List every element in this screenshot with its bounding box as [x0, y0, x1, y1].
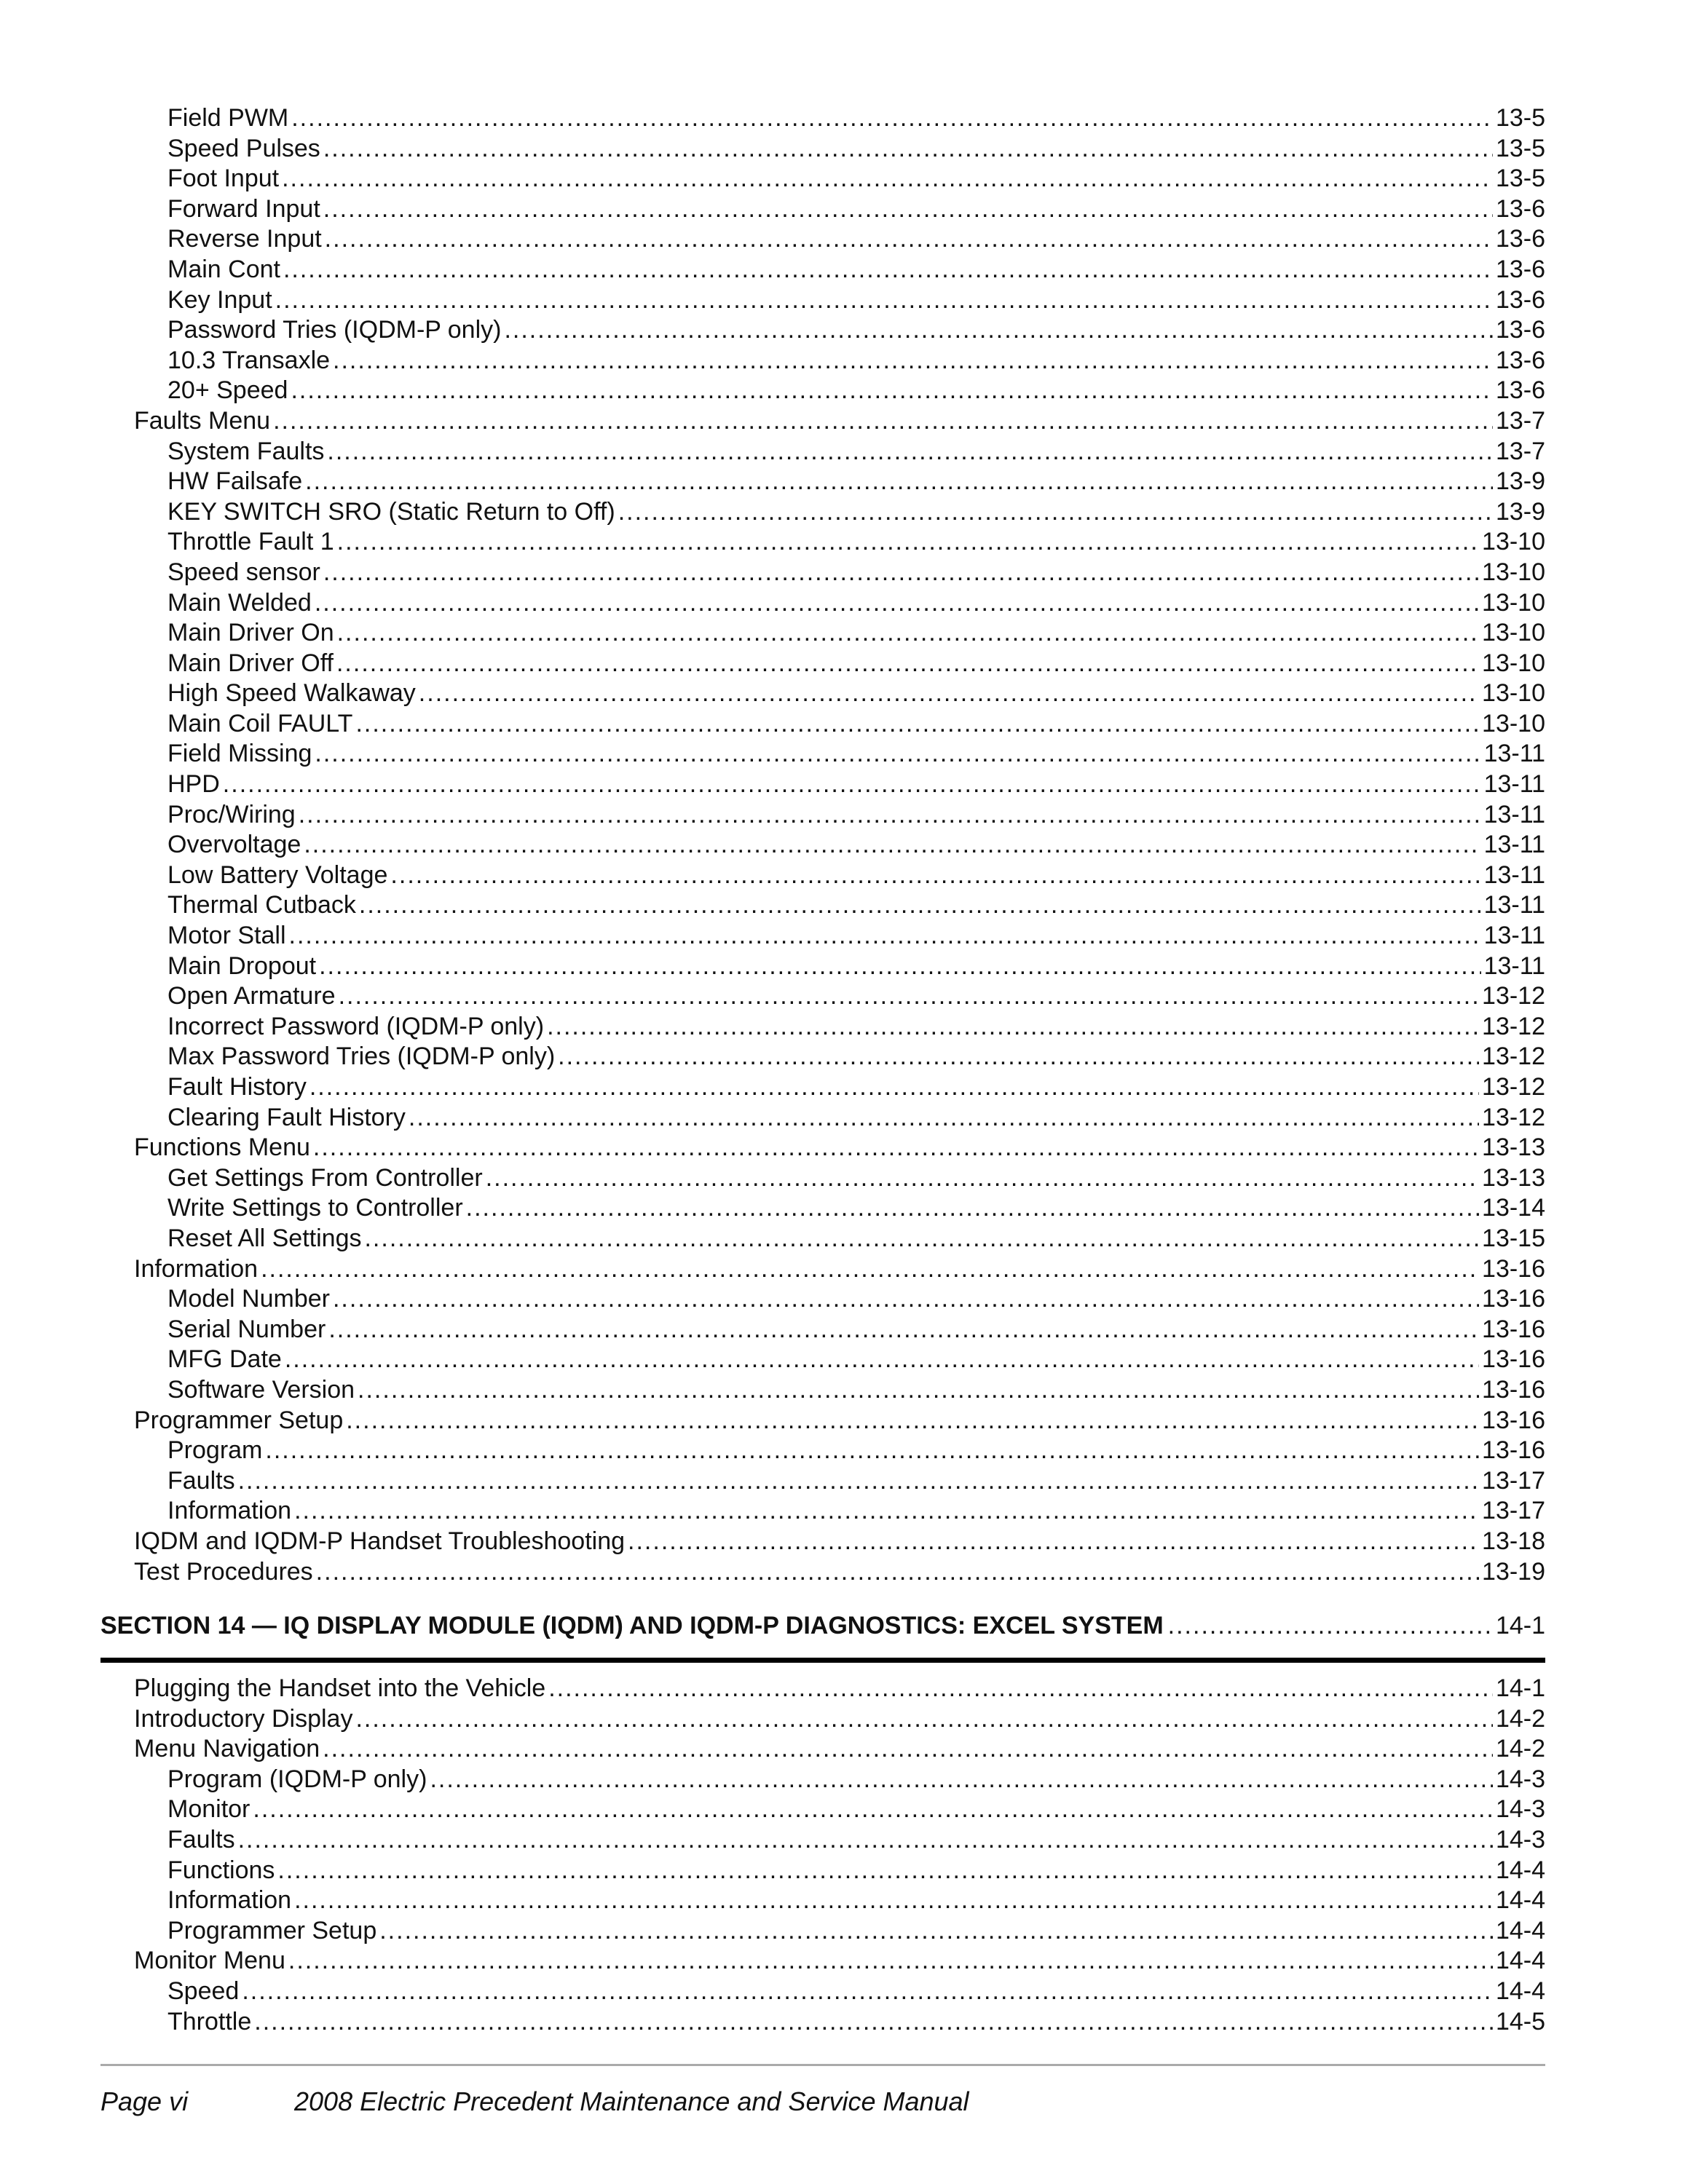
toc-entry[interactable]: [100, 981, 1545, 1012]
toc-entry-page: 13-12: [1482, 1073, 1545, 1101]
dot-leader: [283, 255, 1493, 285]
toc-entry[interactable]: [100, 134, 1545, 165]
toc-entry-page: 13-17: [1482, 1466, 1545, 1495]
dot-leader: [430, 1765, 1493, 1795]
toc-entry-page: 13-10: [1482, 709, 1545, 737]
toc-entry[interactable]: [100, 769, 1545, 800]
toc-entry[interactable]: [100, 527, 1545, 558]
toc-entry-page: 14-4: [1495, 1856, 1545, 1884]
toc-entry-title: Motor Stall: [167, 922, 286, 950]
toc-entry-title: Main Cont: [167, 255, 280, 283]
toc-entry-title: IQDM and IQDM-P Handset Troubleshooting: [134, 1527, 626, 1555]
toc-entry-title: Field Missing: [167, 740, 312, 768]
toc-entry-title: Throttle Fault 1: [167, 528, 334, 556]
toc-entry[interactable]: [100, 497, 1545, 528]
toc-entry-page: 13-11: [1483, 800, 1545, 828]
toc-entry[interactable]: [100, 1977, 1545, 2007]
toc-entry[interactable]: [100, 890, 1545, 921]
toc-entry-page: 13-6: [1495, 376, 1545, 405]
toc-entry[interactable]: [100, 1163, 1545, 1194]
toc-entry-page: 14-2: [1495, 1704, 1545, 1733]
toc-entry-title: Write Settings to Controller: [167, 1194, 463, 1222]
dot-leader: [504, 315, 1492, 346]
toc-entry-page: 13-16: [1482, 1315, 1545, 1343]
toc-entry-title: Functions Menu: [134, 1133, 310, 1162]
toc-entry-title: Programmer Setup: [167, 1916, 377, 1944]
toc-entry[interactable]: [100, 1856, 1545, 1886]
toc-entry-title: Password Tries (IQDM-P only): [167, 316, 502, 344]
toc-entry-title: Clearing Fault History: [167, 1103, 406, 1131]
toc-entry-page: 13-11: [1483, 860, 1545, 889]
toc-entry-page: 13-12: [1482, 1042, 1545, 1071]
toc-entry-title: Fault History: [167, 1073, 307, 1101]
dot-leader: [323, 194, 1493, 225]
toc-entry-page: 13-11: [1483, 891, 1545, 919]
toc-entry-page: 13-6: [1495, 316, 1545, 344]
toc-entry-page: 13-16: [1482, 1285, 1545, 1313]
toc-entry[interactable]: [100, 346, 1545, 376]
toc-entry-page: 13-6: [1495, 255, 1545, 283]
toc-entry-title: System Faults: [167, 437, 325, 465]
toc-entry-title: Software Version: [167, 1375, 355, 1404]
toc-entry-page: 13-12: [1482, 982, 1545, 1010]
toc-entry-page: 13-11: [1483, 770, 1545, 799]
dot-leader: [419, 678, 1479, 709]
toc-entry-page: 13-19: [1482, 1557, 1545, 1586]
dot-leader: [285, 1345, 1479, 1375]
dot-leader: [316, 1557, 1479, 1588]
dot-leader: [242, 1977, 1493, 2007]
toc-entry[interactable]: [100, 830, 1545, 860]
toc-entry[interactable]: [100, 1284, 1545, 1315]
toc-entry-page: 13-6: [1495, 194, 1545, 223]
dot-leader: [291, 103, 1493, 134]
dot-leader: [355, 1704, 1492, 1735]
toc-entry-page: 14-1: [1495, 1674, 1545, 1702]
toc-entry-page: 14-2: [1495, 1735, 1545, 1763]
toc-entry-title: Speed: [167, 1977, 240, 2005]
dot-leader: [238, 1825, 1493, 1856]
toc-list-continued: [100, 103, 1545, 1587]
toc-entry-title: Faults: [167, 1466, 235, 1495]
dot-leader: [1168, 1612, 1491, 1640]
toc-entry[interactable]: [100, 1674, 1545, 1704]
section-page: 14-1: [1495, 1612, 1545, 1639]
dot-leader: [323, 558, 1479, 588]
toc-entry-page: 13-11: [1483, 951, 1545, 980]
toc-entry[interactable]: [100, 1704, 1545, 1735]
toc-entry[interactable]: [100, 921, 1545, 951]
toc-entry[interactable]: [100, 1345, 1545, 1375]
footer-page-number: Page vi: [100, 2086, 189, 2116]
toc-entry[interactable]: [100, 1375, 1545, 1406]
toc-entry[interactable]: [100, 1193, 1545, 1224]
toc-entry-title: HPD: [167, 770, 220, 799]
dot-leader: [291, 376, 1493, 406]
dot-leader: [238, 1466, 1479, 1497]
toc-entry-page: 13-12: [1482, 1012, 1545, 1040]
toc-entry[interactable]: [100, 649, 1545, 679]
toc-entry-title: Key Input: [167, 285, 272, 314]
toc-entry-page: 13-14: [1482, 1194, 1545, 1222]
toc-entry-title: Plugging the Handset into the Vehicle: [134, 1674, 546, 1702]
toc-entry[interactable]: [100, 1254, 1545, 1285]
dot-leader: [261, 1254, 1479, 1285]
toc-entry[interactable]: [100, 860, 1545, 891]
dot-leader: [299, 800, 1481, 831]
toc-entry-page: 13-11: [1483, 922, 1545, 950]
toc-entry-title: Program: [167, 1436, 263, 1465]
toc-entry[interactable]: [100, 1765, 1545, 1795]
toc-entry[interactable]: [100, 437, 1545, 467]
toc-entry-title: Programmer Setup: [134, 1406, 344, 1434]
toc-entry-title: Main Driver Off: [167, 649, 334, 677]
toc-entry[interactable]: [100, 376, 1545, 406]
toc-entry[interactable]: [100, 1886, 1545, 1916]
toc-entry-page: 13-9: [1495, 497, 1545, 526]
dot-leader: [337, 527, 1479, 558]
footer-divider: [100, 2064, 1545, 2066]
toc-entry[interactable]: [100, 1103, 1545, 1133]
toc-entry[interactable]: [100, 1916, 1545, 1947]
dot-leader: [305, 467, 1493, 497]
toc-entry-title: MFG Date: [167, 1345, 282, 1374]
toc-entry-page: 13-10: [1482, 619, 1545, 647]
toc-entry-title: Get Settings From Controller: [167, 1163, 483, 1192]
toc-entry-title: Faults Menu: [134, 406, 271, 435]
dot-leader: [358, 1375, 1479, 1406]
toc-entry[interactable]: [100, 1072, 1545, 1103]
toc-entry-page: 14-3: [1495, 1825, 1545, 1853]
toc-entry[interactable]: [100, 164, 1545, 194]
toc-entry-title: Program (IQDM-P only): [167, 1765, 427, 1793]
toc-entry[interactable]: [100, 709, 1545, 740]
toc-entry-title: Incorrect Password (IQDM-P only): [167, 1012, 545, 1040]
section-divider: [100, 1658, 1545, 1663]
dot-leader: [359, 890, 1481, 921]
dot-leader: [327, 437, 1493, 467]
dot-leader: [346, 1406, 1479, 1436]
toc-entry-title: Serial Number: [167, 1315, 326, 1343]
toc-entry-title: Max Password Tries (IQDM-P only): [167, 1042, 556, 1071]
dot-leader: [275, 285, 1493, 316]
toc-entry[interactable]: [100, 467, 1545, 497]
toc-entry-title: Throttle: [167, 2007, 252, 2035]
toc-entry[interactable]: [100, 255, 1545, 285]
dot-leader: [379, 1916, 1493, 1947]
dot-leader: [294, 1496, 1479, 1527]
toc-entry[interactable]: [100, 588, 1545, 619]
dot-leader: [254, 2007, 1493, 2038]
toc-entry[interactable]: [100, 1795, 1545, 1825]
toc-entry[interactable]: [100, 315, 1545, 346]
toc-entry-page: 13-16: [1482, 1375, 1545, 1404]
toc-entry-page: 13-16: [1482, 1345, 1545, 1374]
toc-entry[interactable]: [100, 618, 1545, 649]
toc-entry-title: HW Failsafe: [167, 467, 303, 496]
dot-leader: [294, 1886, 1493, 1916]
toc-entry-title: Main Coil FAULT: [167, 709, 353, 737]
section-title: SECTION 14 — IQ DISPLAY MODULE (IQDM) AND IQDM-P DIAGNOSTICS: EXCEL SYSTEM: [100, 1612, 1164, 1639]
dot-leader: [289, 921, 1481, 951]
dot-leader: [547, 1012, 1479, 1042]
dot-leader: [323, 134, 1493, 165]
dot-leader: [223, 769, 1481, 800]
toc-entry[interactable]: [100, 558, 1545, 588]
toc-entry-title: Information: [167, 1886, 292, 1915]
toc-entry-title: Information: [134, 1254, 259, 1283]
dot-leader: [339, 981, 1479, 1012]
toc-entry-title: Speed Pulses: [167, 134, 320, 162]
toc-entry[interactable]: [100, 1436, 1545, 1466]
toc-entry-page: 13-7: [1495, 406, 1545, 435]
toc-entry-page: 13-11: [1483, 740, 1545, 768]
dot-leader: [277, 1856, 1493, 1886]
toc-entry-title: Test Procedures: [134, 1557, 313, 1586]
toc-entry-page: 13-6: [1495, 346, 1545, 374]
toc-entry-page: 14-4: [1495, 1886, 1545, 1915]
toc-entry-title: High Speed Walkaway: [167, 679, 416, 708]
dot-leader: [309, 1072, 1479, 1103]
dot-leader: [273, 406, 1493, 437]
toc-entry-page: 13-15: [1482, 1224, 1545, 1252]
toc-entry-page: 14-4: [1495, 1947, 1545, 1975]
toc-entry-title: Menu Navigation: [134, 1735, 320, 1763]
toc-entry-page: 13-18: [1482, 1527, 1545, 1555]
toc-entry-title: Main Dropout: [167, 951, 317, 980]
toc-entry-title: Introductory Display: [134, 1704, 353, 1733]
toc-entry[interactable]: [100, 1527, 1545, 1557]
toc-entry[interactable]: [100, 1133, 1545, 1163]
toc-entry[interactable]: [100, 1406, 1545, 1436]
toc-entry[interactable]: [100, 951, 1545, 982]
toc-list-section-14: [100, 1674, 1545, 2037]
toc-entry-title: Information: [167, 1497, 292, 1525]
toc-entry[interactable]: [100, 1224, 1545, 1254]
toc-entry-title: Speed sensor: [167, 558, 320, 586]
dot-leader: [253, 1795, 1493, 1825]
dot-leader: [486, 1163, 1479, 1194]
toc-entry-title: Model Number: [167, 1285, 330, 1313]
toc-entry-page: 13-5: [1495, 165, 1545, 193]
toc-entry-page: 13-7: [1495, 437, 1545, 465]
toc-entry-page: 13-13: [1482, 1163, 1545, 1192]
dot-leader: [355, 709, 1479, 740]
toc-entry-page: 13-6: [1495, 225, 1545, 253]
toc-entry[interactable]: [100, 1734, 1545, 1765]
toc-entry-page: 13-16: [1482, 1406, 1545, 1434]
dot-leader: [304, 830, 1480, 860]
toc-entry-title: Proc/Wiring: [167, 800, 296, 828]
dot-leader: [548, 1674, 1493, 1704]
toc-entry[interactable]: [100, 800, 1545, 831]
toc-entry-title: Overvoltage: [167, 831, 301, 859]
toc-entry[interactable]: [100, 285, 1545, 316]
toc-entry-title: Monitor: [167, 1795, 251, 1824]
toc-entry-title: Monitor Menu: [134, 1947, 285, 1975]
toc-entry-title: Open Armature: [167, 982, 336, 1010]
toc-entry[interactable]: [100, 1825, 1545, 1856]
toc-entry-page: 13-10: [1482, 558, 1545, 586]
toc-entry-title: Functions: [167, 1856, 275, 1884]
toc-entry-page: 13-10: [1482, 649, 1545, 677]
dot-leader: [337, 618, 1479, 649]
dot-leader: [328, 1315, 1479, 1345]
toc-entry[interactable]: [100, 103, 1545, 134]
toc-entry-page: 13-5: [1495, 134, 1545, 162]
dot-leader: [319, 951, 1480, 982]
dot-leader: [323, 1734, 1493, 1765]
toc-entry-title: Low Battery Voltage: [167, 860, 388, 889]
toc-entry[interactable]: [100, 1012, 1545, 1042]
toc-entry-title: Main Welded: [167, 588, 312, 617]
dot-leader: [333, 346, 1493, 376]
toc-entry-page: 13-6: [1495, 285, 1545, 314]
toc-entry[interactable]: [100, 1466, 1545, 1497]
dot-leader: [333, 1284, 1479, 1315]
toc-entry-page: 13-16: [1482, 1436, 1545, 1465]
dot-leader: [315, 588, 1479, 619]
toc-entry[interactable]: [100, 739, 1545, 769]
toc-entry-page: 13-5: [1495, 104, 1545, 132]
dot-leader: [558, 1042, 1479, 1072]
dot-leader: [325, 224, 1493, 255]
dot-leader: [409, 1103, 1479, 1133]
dot-leader: [390, 860, 1480, 891]
dot-leader: [315, 739, 1480, 769]
toc-entry-page: 14-5: [1495, 2007, 1545, 2035]
toc-entry-page: 13-16: [1482, 1254, 1545, 1283]
toc-entry[interactable]: [100, 1557, 1545, 1588]
toc-entry-page: 13-10: [1482, 588, 1545, 617]
dot-leader: [336, 649, 1479, 679]
dot-leader: [288, 1946, 1493, 1977]
toc-entry-page: 14-4: [1495, 1916, 1545, 1944]
toc-entry[interactable]: [100, 194, 1545, 225]
toc-entry-title: Faults: [167, 1825, 235, 1853]
toc-entry-page: 14-3: [1495, 1795, 1545, 1824]
toc-entry[interactable]: [100, 224, 1545, 255]
dot-leader: [628, 1527, 1479, 1557]
dot-leader: [466, 1193, 1479, 1224]
dot-leader: [313, 1133, 1479, 1163]
toc-entry-page: 13-9: [1495, 467, 1545, 496]
toc-entry-title: Reverse Input: [167, 225, 322, 253]
toc-entry[interactable]: [100, 1946, 1545, 1977]
toc-entry-title: Main Driver On: [167, 619, 334, 647]
toc-entry-title: Field PWM: [167, 104, 289, 132]
toc-entry-title: Reset All Settings: [167, 1224, 362, 1252]
footer-manual-title: 2008 Electric Precedent Maintenance and Service Manual: [294, 2086, 969, 2116]
toc-entry-page: 13-11: [1483, 831, 1545, 859]
toc-entry-title: Forward Input: [167, 194, 320, 223]
toc-entry[interactable]: [100, 1496, 1545, 1527]
toc-entry-page: 13-17: [1482, 1497, 1545, 1525]
toc-entry-page: 13-10: [1482, 528, 1545, 556]
toc-entry-title: Foot Input: [167, 165, 280, 193]
toc-entry-page: 13-10: [1482, 679, 1545, 708]
toc-entry[interactable]: [100, 678, 1545, 709]
toc-entry-page: 14-4: [1495, 1977, 1545, 2005]
section-14-heading[interactable]: [100, 1612, 1545, 1640]
toc-entry[interactable]: [100, 2007, 1545, 2038]
toc-entry-page: 13-13: [1482, 1133, 1545, 1162]
dot-leader: [265, 1436, 1479, 1466]
toc-entry-title: Thermal Cutback: [167, 891, 356, 919]
toc-entry-page: 14-3: [1495, 1765, 1545, 1793]
dot-leader: [364, 1224, 1479, 1254]
dot-leader: [618, 497, 1493, 528]
toc-entry-title: 10.3 Transaxle: [167, 346, 331, 374]
toc-entry[interactable]: [100, 1042, 1545, 1072]
dot-leader: [282, 164, 1493, 194]
toc-entry-title: 20+ Speed: [167, 376, 288, 405]
toc-entry[interactable]: [100, 1315, 1545, 1345]
toc-entry-page: 13-12: [1482, 1103, 1545, 1131]
toc-entry[interactable]: [100, 406, 1545, 437]
toc-entry-title: KEY SWITCH SRO (Static Return to Off): [167, 497, 615, 526]
